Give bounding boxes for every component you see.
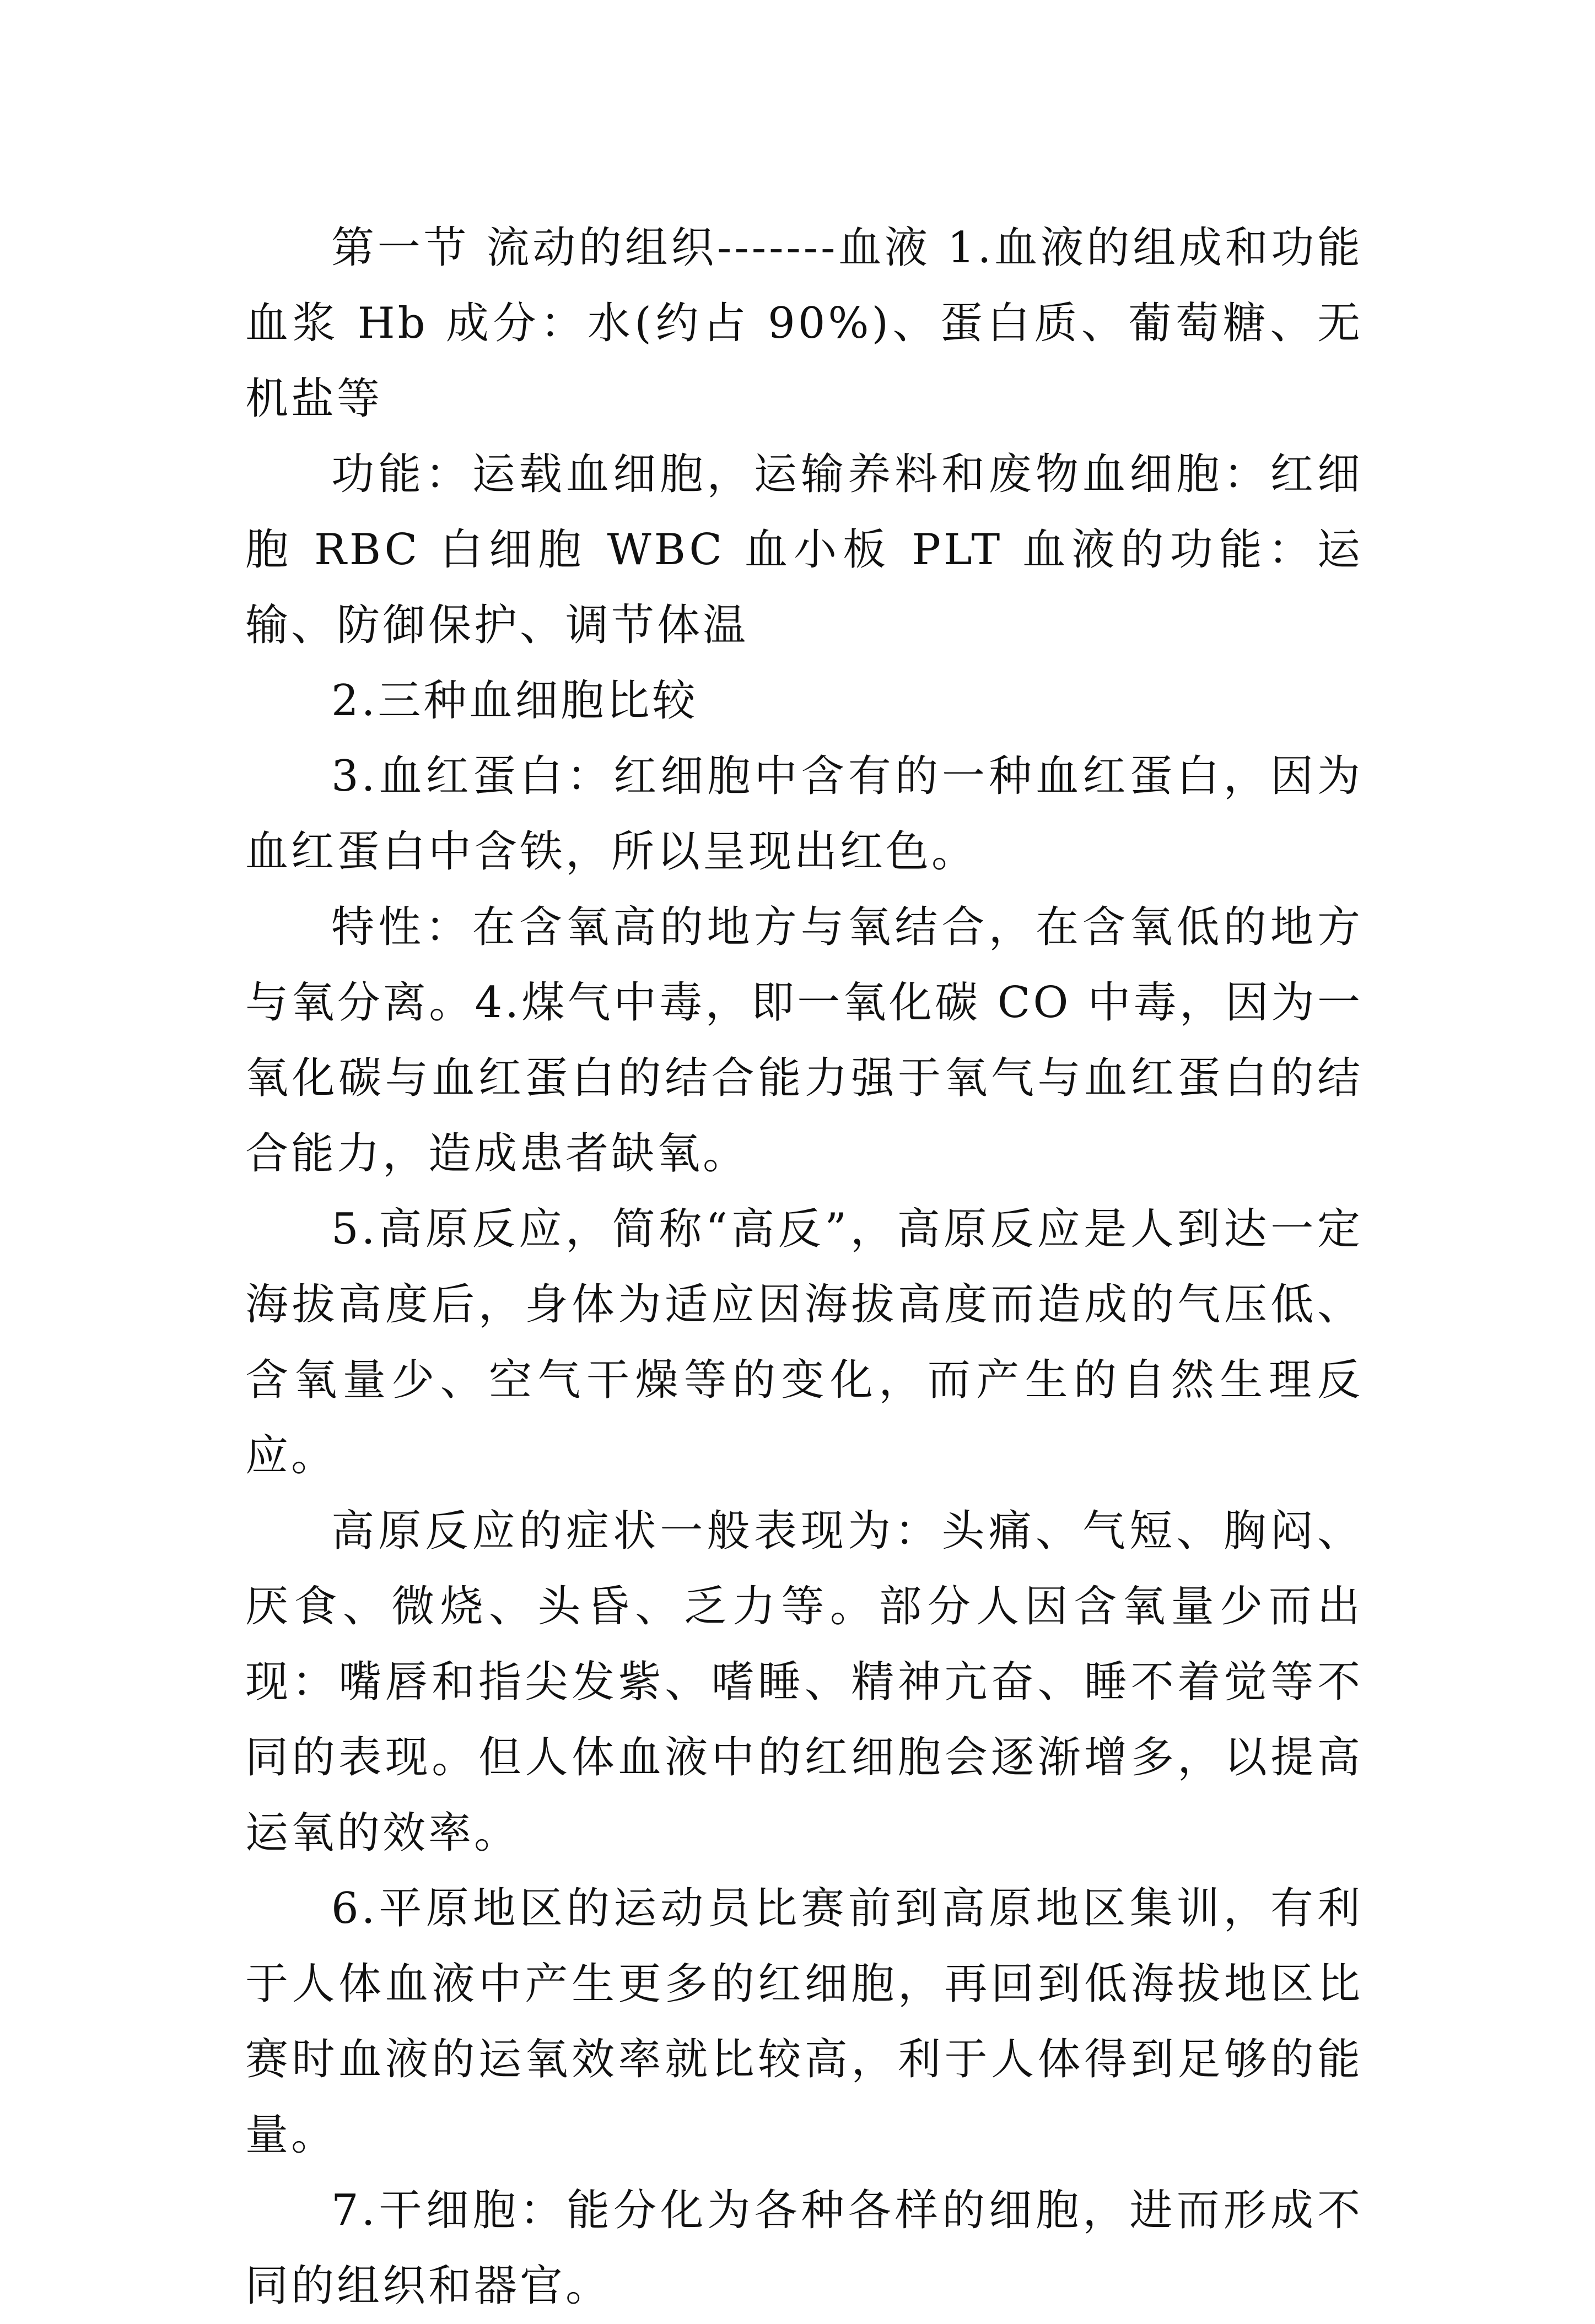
document-body	[245, 210, 1363, 2324]
paragraph-stem-cells: 7.干细胞：能分化为各种各样的细胞，进而形成不同的组织和器官。	[245, 2186, 1363, 2311]
paragraph-altitude-symptoms: 高原反应的症状一般表现为：头痛、气短、胸闷、厌食、微烧、头昏、乏力等。部分人因含氧量少而出现：嘴唇和指尖发紫、嗜睡、精神亢奋、睡不着觉等不同的表现。但人体血液中的红细胞会逐渐增多，以提高运氧的效率。	[245, 1506, 1363, 1858]
paragraph-blood-composition: 第一节 流动的组织-------血液 1.血液的组成和功能血浆 Hb 成分：水(约占 90%)、蛋白质、葡萄糖、无机盐等	[245, 223, 1363, 424]
paragraph-blood-cell-comparison: 2.三种血细胞比较	[331, 676, 698, 726]
paragraph-altitude-sickness: 5.高原反应，简称“高反”，高原反应是人到达一定海拔高度后，身体为适应因海拔高度而造成的气压低、含氧量少、空气干燥等的变化，而产生的自然生理反应。	[245, 1204, 1363, 1480]
paragraph-altitude-training: 6.平原地区的运动员比赛前到高原地区集训，有利于人体血液中产生更多的红细胞，再回到低海拔地区比赛时血液的运氧效率就比较高，利于人体得到足够的能量。	[245, 1884, 1363, 2160]
paragraph-blood-function: 功能：运载血细胞，运输养料和废物血细胞：红细胞 RBC 白细胞 WBC 血小板 PLT 血液的功能：运输、防御保护、调节体温	[245, 450, 1363, 650]
paragraph-hemoglobin: 3.血红蛋白：红细胞中含有的一种血红蛋白，因为血红蛋白中含铁，所以呈现出红色。	[245, 752, 1363, 877]
paragraph-hemoglobin-property: 特性：在含氧高的地方与氧结合，在含氧低的地方与氧分离。4.煤气中毒，即一氧化碳 CO 中毒，因为一氧化碳与血红蛋白的结合能力强于氧气与血红蛋白的结合能力，造成患者缺氧。	[245, 902, 1363, 1179]
